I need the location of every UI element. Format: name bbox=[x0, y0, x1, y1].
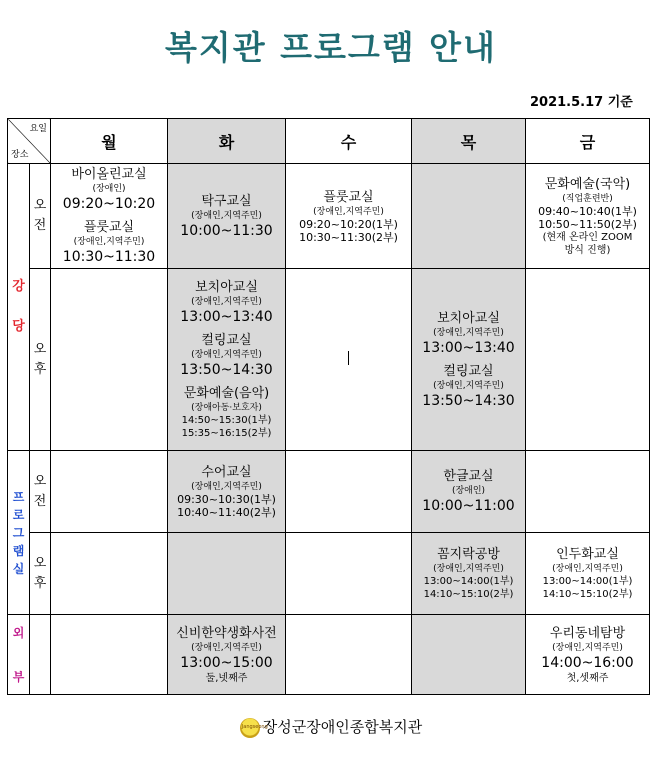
cell-room-am-fri bbox=[526, 451, 650, 533]
cell-out-thu bbox=[412, 615, 526, 695]
program-time: 13:50~14:30 bbox=[180, 362, 273, 378]
hall-pm-row bbox=[8, 269, 650, 451]
program-attendee: (장애인,지역주민) bbox=[73, 237, 145, 247]
day-friday: 금 bbox=[526, 119, 650, 164]
reference-date: 2021.5.17 기준 bbox=[530, 95, 633, 110]
cell-hall-pm-fri bbox=[526, 269, 650, 451]
period-am: 오 전 bbox=[30, 451, 51, 533]
program-attendee: (장애인,지역주민) bbox=[191, 482, 262, 492]
day-thursday: 목 bbox=[412, 119, 526, 164]
page-title: 복지관 프로그램 안내 bbox=[165, 28, 497, 67]
program-name: 인두화교실 bbox=[556, 547, 619, 562]
program-time-1: 09:40~10:40(1부) bbox=[538, 204, 637, 218]
period-empty bbox=[30, 615, 51, 695]
program-time: 10:00~11:30 bbox=[180, 222, 273, 239]
cell-hall-pm-tue bbox=[168, 269, 286, 451]
program-name: 바이올린교실 bbox=[71, 167, 147, 182]
schedule-table bbox=[7, 118, 650, 695]
header-row bbox=[8, 119, 650, 164]
org-logo-icon bbox=[240, 718, 268, 738]
cell-room-pm-wed bbox=[286, 533, 412, 615]
place-label: 장소 bbox=[11, 150, 29, 160]
program-attendee: (장애인,지역주민) bbox=[433, 380, 504, 391]
program-name: 꼼지락공방 bbox=[437, 547, 500, 562]
day-monday: 월 bbox=[51, 119, 168, 164]
program-time-2: 15:35~16:15(2부) bbox=[181, 428, 272, 439]
cell-hall-am-fri bbox=[526, 164, 650, 269]
cell-out-fri bbox=[526, 615, 650, 695]
program-time: 13:00~13:40 bbox=[180, 309, 273, 325]
program-name: 우리동네탐방 bbox=[549, 625, 626, 641]
cell-out-tue bbox=[168, 615, 286, 695]
program-name: 플룻교실 bbox=[83, 220, 135, 235]
hall-am-row bbox=[8, 164, 650, 269]
day-label: 요일 bbox=[29, 124, 47, 134]
footer bbox=[0, 716, 662, 738]
cell-room-pm-thu bbox=[412, 533, 526, 615]
program-note-1: (현재 온라인 ZOOM bbox=[542, 231, 633, 243]
program-time: 13:00~15:00 bbox=[180, 654, 273, 671]
program-time: 14:00~16:00 bbox=[541, 654, 634, 671]
cell-hall-pm-wed bbox=[286, 269, 412, 451]
period-pm: 오 후 bbox=[30, 269, 51, 451]
program-name: 플룻교실 bbox=[323, 189, 374, 205]
program-time-1: 13:00~14:00(1부) bbox=[542, 576, 633, 587]
program-name: 한글교실 bbox=[443, 469, 494, 484]
program-name: 문화예술(음악) bbox=[183, 386, 270, 401]
place-hall-char-1: 강 bbox=[12, 279, 25, 294]
program-time: 09:20~10:20 bbox=[62, 196, 156, 212]
program-time-2: 10:50~11:50(2부) bbox=[538, 217, 637, 231]
place-outside-label: 외 부 bbox=[12, 625, 25, 684]
program-time-2: 10:40~11:40(2부) bbox=[177, 506, 276, 519]
program-attendee: (장애인) bbox=[451, 486, 486, 496]
program-time-2: 14:10~15:10(2부) bbox=[423, 589, 514, 600]
cell-hall-pm-thu bbox=[412, 269, 526, 451]
program-note: 첫,셋째주 bbox=[566, 672, 609, 684]
program-attendee: (장애인,지역주민) bbox=[191, 642, 262, 653]
program-time: 10:30~11:30 bbox=[62, 249, 156, 265]
program-time-1: 09:20~10:20(1부) bbox=[299, 217, 398, 231]
program-attendee: (장애인,지역주민) bbox=[433, 327, 504, 338]
program-attendee: (장애인) bbox=[92, 184, 126, 194]
day-wednesday: 수 bbox=[286, 119, 412, 164]
program-name: 보치아교실 bbox=[437, 310, 500, 326]
program-name: 컬링교실 bbox=[443, 363, 494, 379]
program-attendee: (장애인,지역주민) bbox=[552, 642, 623, 653]
program-attendee: (장애인,지역주민) bbox=[191, 297, 262, 307]
place-hall bbox=[8, 164, 30, 451]
cell-room-am-thu bbox=[412, 451, 526, 533]
cell-room-am-wed bbox=[286, 451, 412, 533]
place-room bbox=[8, 451, 30, 615]
program-attendee: (장애인,지역주민) bbox=[191, 210, 262, 221]
room-am-row bbox=[8, 451, 650, 533]
program-name: 문화예술(국악) bbox=[544, 176, 631, 192]
program-name: 탁구교실 bbox=[201, 193, 252, 209]
place-room-label: 프 로 그 램 실 bbox=[12, 489, 25, 576]
program-note-2: 방식 진행) bbox=[564, 244, 611, 256]
program-name: 수어교실 bbox=[201, 465, 252, 480]
program-time: 13:50~14:30 bbox=[422, 392, 515, 409]
program-attendee: (장애인,지역주민) bbox=[313, 206, 384, 217]
program-attendee: (장애인,지역주민) bbox=[433, 564, 504, 574]
period-pm: 오 후 bbox=[30, 533, 51, 615]
room-pm-row bbox=[8, 533, 650, 615]
program-attendee: (장애아동·보호자) bbox=[191, 403, 262, 413]
cell-hall-am-tue bbox=[168, 164, 286, 269]
text-cursor bbox=[348, 351, 349, 365]
cell-room-pm-mon bbox=[51, 533, 168, 615]
place-hall-char-2: 당 bbox=[12, 319, 25, 334]
cell-hall-am-mon bbox=[51, 164, 168, 269]
cell-room-am-mon bbox=[51, 451, 168, 533]
cell-out-wed bbox=[286, 615, 412, 695]
program-time-2: 10:30~11:30(2부) bbox=[299, 230, 398, 244]
cell-hall-am-wed bbox=[286, 164, 412, 269]
place-outside bbox=[8, 615, 30, 695]
program-time-1: 14:50~15:30(1부) bbox=[181, 415, 272, 426]
program-attendee: (장애인,지역주민) bbox=[191, 350, 262, 360]
cell-hall-am-thu bbox=[412, 164, 526, 269]
program-name: 보치아교실 bbox=[195, 280, 258, 295]
day-tuesday: 화 bbox=[168, 119, 286, 164]
program-time: 13:00~13:40 bbox=[422, 339, 515, 356]
cell-hall-pm-mon bbox=[51, 269, 168, 451]
logo-text: Jangseong bbox=[241, 723, 268, 730]
program-attendee: (장애인,지역주민) bbox=[552, 564, 623, 574]
program-time-1: 09:30~10:30(1부) bbox=[177, 493, 276, 506]
program-note: 둘,넷째주 bbox=[205, 672, 248, 684]
program-time-1: 13:00~14:00(1부) bbox=[423, 576, 514, 587]
cell-out-mon bbox=[51, 615, 168, 695]
program-time: 10:00~11:00 bbox=[422, 498, 515, 514]
header-corner bbox=[8, 119, 51, 164]
cell-room-am-tue bbox=[168, 451, 286, 533]
cell-room-pm-tue bbox=[168, 533, 286, 615]
org-name: 장성군장애인종합복지관 bbox=[262, 718, 423, 736]
program-attendee: (직업훈련반) bbox=[562, 193, 613, 204]
program-time-2: 14:10~15:10(2부) bbox=[542, 589, 633, 600]
program-name: 신비한약생화사전 bbox=[176, 625, 277, 641]
place-hall-label bbox=[8, 276, 29, 338]
period-am: 오 전 bbox=[30, 164, 51, 269]
outside-row bbox=[8, 615, 650, 695]
program-name: 컬링교실 bbox=[201, 333, 252, 348]
cell-room-pm-fri bbox=[526, 533, 650, 615]
